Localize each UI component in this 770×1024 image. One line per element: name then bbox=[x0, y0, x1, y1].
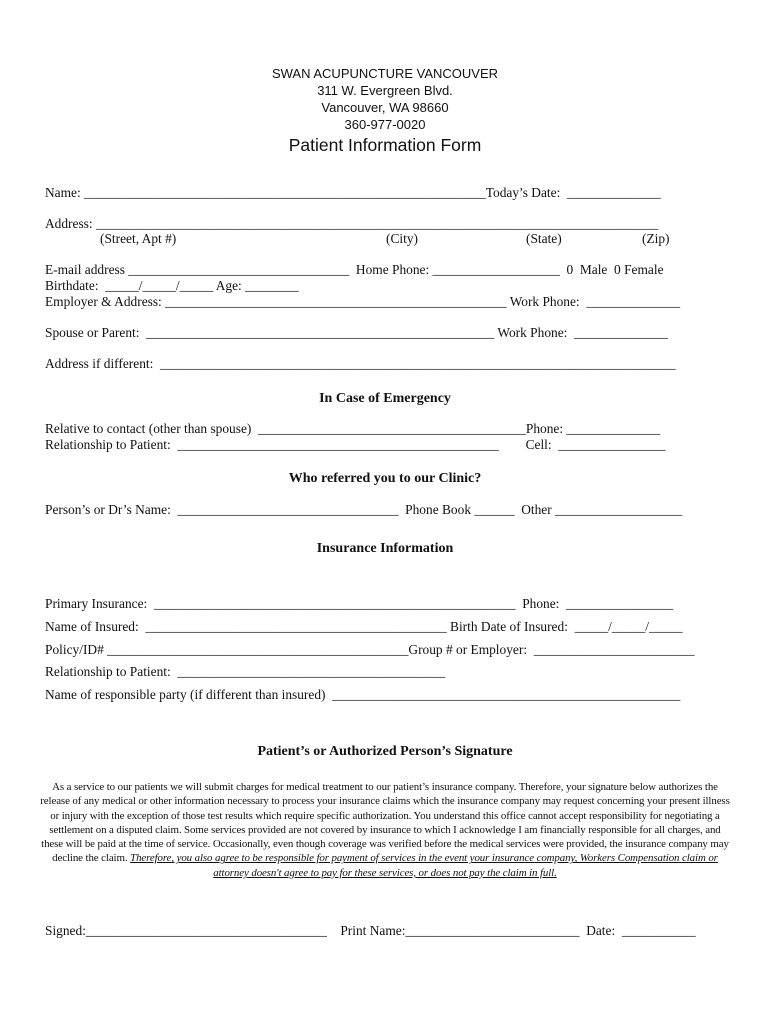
address-street-label: (Street, Apt #) bbox=[100, 231, 177, 246]
employer-field[interactable]: Employer & Address: ___________________________________________________ Work Phone: ______________ bbox=[45, 294, 681, 309]
name-of-insured-field[interactable]: Name of Insured: _____________________________________________ Birth Date of Insured: _____/_____/_____ bbox=[45, 619, 683, 634]
responsible-party-field[interactable]: Name of responsible party (if different than insured) ____________________________________________________ bbox=[45, 687, 681, 702]
authorization-paragraph bbox=[40, 780, 730, 880]
address-city-label: (City) bbox=[386, 231, 418, 246]
insurance-relationship-field[interactable]: Relationship to Patient: ________________________________________ bbox=[45, 664, 446, 679]
signed-printname-date-field[interactable]: Signed:____________________________________ Print Name:__________________________ Date: ___________ bbox=[45, 923, 696, 938]
referral-heading: Who referred you to our Clinic? bbox=[288, 471, 482, 486]
signature-heading: Patient’s or Authorized Person’s Signature bbox=[257, 744, 513, 759]
emergency-relative-field[interactable]: Relative to contact (other than spouse) ________________________________________Phone: ______________ bbox=[45, 421, 661, 436]
address-if-different-field[interactable]: Address if different: _____________________________________________________________________________ bbox=[45, 356, 676, 371]
address-state-label: (State) bbox=[526, 231, 562, 246]
form-title: Patient Information Form bbox=[288, 135, 482, 155]
email-phone-gender-field[interactable]: E-mail address _________________________________ Home Phone: ___________________ 0 Male 0 Female bbox=[45, 262, 664, 277]
clinic-phone: 360-977-0020 bbox=[344, 117, 426, 132]
primary-insurance-field[interactable]: Primary Insurance: ______________________________________________________ Phone: ________________ bbox=[45, 596, 674, 611]
authorization-text: As a service to our patients we will submit charges for medical treatment to our patient’s insurance company. Therefore, your signature below authorizes the release of any medical or other information necessary to process your insurance claims which the insurance company may request concerning your present illness or injury with the exception of those test results which require specific authorization. You understand this office cannot accept responsibility for negotiating a settlement on a disputed claim. Some services provided are not covered by insurance to which I acknowledge I am financially responsible for all charges, and these will be paid at the time of service. Occasionally, even though coverage was verified before the medical services were provided, the insurance company may decline the claim. bbox=[40, 781, 730, 865]
clinic-name: SWAN ACUPUNCTURE VANCOUVER bbox=[271, 66, 499, 81]
address-field[interactable]: Address: ____________________________________________________________________________________ bbox=[45, 216, 659, 231]
name-field[interactable]: Name: ____________________________________________________________Today’s Date: ______________ bbox=[45, 185, 661, 200]
clinic-city: Vancouver, WA 98660 bbox=[321, 100, 449, 115]
clinic-street: 311 W. Evergreen Blvd. bbox=[317, 83, 453, 98]
referral-field[interactable]: Person’s or Dr’s Name: _________________________________ Phone Book ______ Other ___________________ bbox=[45, 502, 683, 517]
spouse-parent-field[interactable]: Spouse or Parent: ____________________________________________________ Work Phone: ______________ bbox=[45, 325, 668, 340]
insurance-heading: Insurance Information bbox=[316, 541, 454, 556]
emergency-relationship-field[interactable]: Relationship to Patient: ________________________________________________ Cell: ________________ bbox=[45, 437, 666, 452]
address-zip-label: (Zip) bbox=[642, 231, 670, 246]
policy-id-field[interactable]: Policy/ID# _____________________________________________Group # or Employer: ________________________ bbox=[45, 642, 695, 657]
authorization-emphasis: Therefore, you also agree to be responsible for payment of services in the event your insurance company, Workers Compensation claim or attorney doesn't agree to pay for these services, or does not pay the claim in full. bbox=[130, 852, 718, 879]
birthdate-age-field[interactable]: Birthdate: _____/_____/_____ Age: ________ bbox=[45, 278, 299, 293]
emergency-heading: In Case of Emergency bbox=[319, 391, 451, 406]
